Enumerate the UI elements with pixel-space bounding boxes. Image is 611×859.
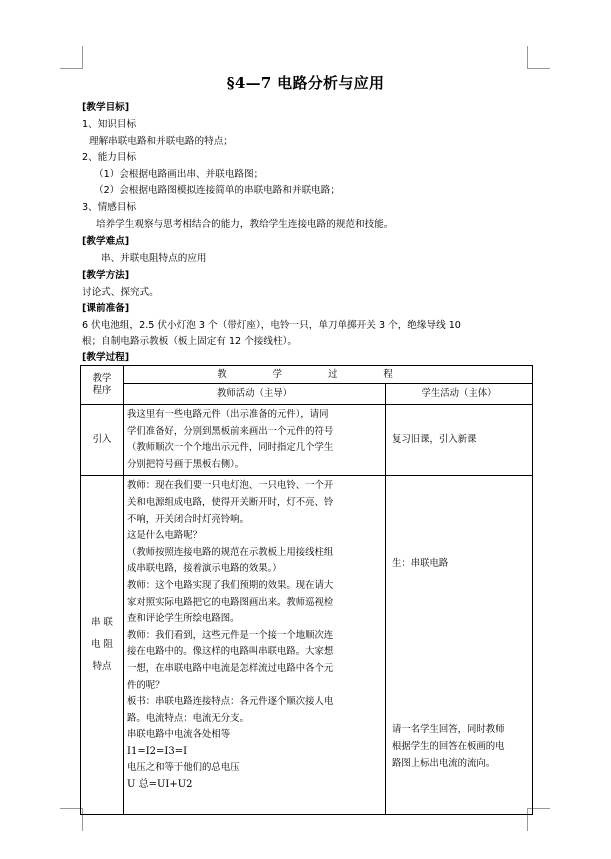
header-teacher: 教师活动（主导） — [124, 384, 386, 405]
process-table — [80, 365, 533, 815]
table-row — [81, 476, 533, 815]
header-process: 教学过程 — [124, 366, 533, 384]
crop-mark-top-left — [60, 46, 83, 69]
page-title: §4—7 电路分析与应用 — [226, 74, 385, 92]
student-activity-cell: 复习旧课，引入新课 — [386, 405, 533, 476]
stage-cell: 引入 — [81, 405, 124, 476]
difficulty-heading: [教学难点] — [82, 236, 130, 247]
teacher-activity-cell: 我这里有一些电路元件（出示准备的元件），请同 学们准备好，分别到黑板前来画出一个元件的符号 （教师顺次一个个地出示元件，同时指定几个学生 分别把符号画于黑板右侧）。 — [124, 405, 386, 476]
preparation-line-2: 根；自制电路示教板（板上固定有 12 个接线柱）。 — [82, 336, 297, 347]
teacher-activity-cell: 教师：现在我们要一只电灯泡、一只电铃、一个开 关和电源组成电路，使得开关断开时，灯不亮、铃 不响，开关闭合时灯亮铃响。 这是什么电路呢？ （教师按照连接电路的规范在示教板上用接线柱组 成串联电路，接着演示电路的效果。） 教师：这个电路实现了我们预期的效果。现在请大 家对照实际电路把它的电路图画出来。教师巡视检 查和评论学生所绘电路图。 教师：我们看到，这些元件是一个接一个地顺次连 接在电路中的。像这样的电路叫串联电路。大家想 一想，在串联电路中电流是怎样流过电路中各个元 件的呢？ 板书：串联电路连接特点：各元件逐个顺次接人电 路。电流特点：电流无分支。 串联电路中电流各处相等 I1=I2=I3=I 电压之和等于他们的总电压 U 总=UI+U2 — [124, 476, 386, 815]
method-text: 讨论式、探究式。 — [82, 287, 159, 298]
ability-goal-item-1: （1）会根据电路画出串、并联电路图； — [94, 169, 264, 180]
stage-cell: 串 联 电 阻 特点 — [81, 476, 124, 815]
method-heading: [教学方法] — [82, 270, 130, 281]
table-row — [81, 405, 533, 476]
difficulty-text: 串、并联电阻特点的应用 — [101, 253, 207, 264]
knowledge-goal-item: 理解串联电路和并联电路的特点； — [89, 136, 233, 147]
ability-goal-item-2: （2）会根据电路图模拟连接简单的串联电路和并联电路； — [94, 185, 340, 196]
crop-mark-top-right — [527, 46, 550, 69]
table-subheader-row — [81, 384, 533, 405]
ability-goal-title: 2、能力目标 — [82, 152, 137, 163]
header-program: 教学 程序 — [81, 366, 124, 405]
student-activity-cell — [386, 476, 533, 815]
knowledge-goal-title: 1、知识目标 — [82, 119, 137, 130]
student-answer: 生：串联电路 — [392, 558, 449, 570]
goals-heading: [教学目标] — [82, 102, 130, 113]
header-student: 学生活动（主体） — [386, 384, 533, 405]
preparation-heading: [课前准备] — [82, 303, 130, 314]
emotion-goal-title: 3、情感目标 — [82, 202, 137, 213]
table-header-row — [81, 366, 533, 384]
student-response-block: 请一名学生回答，同时教师 根据学生的回答在板画的电 路图上标出电流的流向。 — [392, 724, 505, 769]
emotion-goal-item: 培养学生观察与思考相结合的能力，教给学生连接电路的规范和技能。 — [96, 219, 394, 230]
preparation-line-1: 6 伏电池组，2.5 伏小灯泡 3 个（带灯座），电铃一只，单刀单掷开关 3 个，绝缘导线 10 — [82, 320, 461, 331]
process-heading: [教学过程] — [82, 352, 130, 363]
